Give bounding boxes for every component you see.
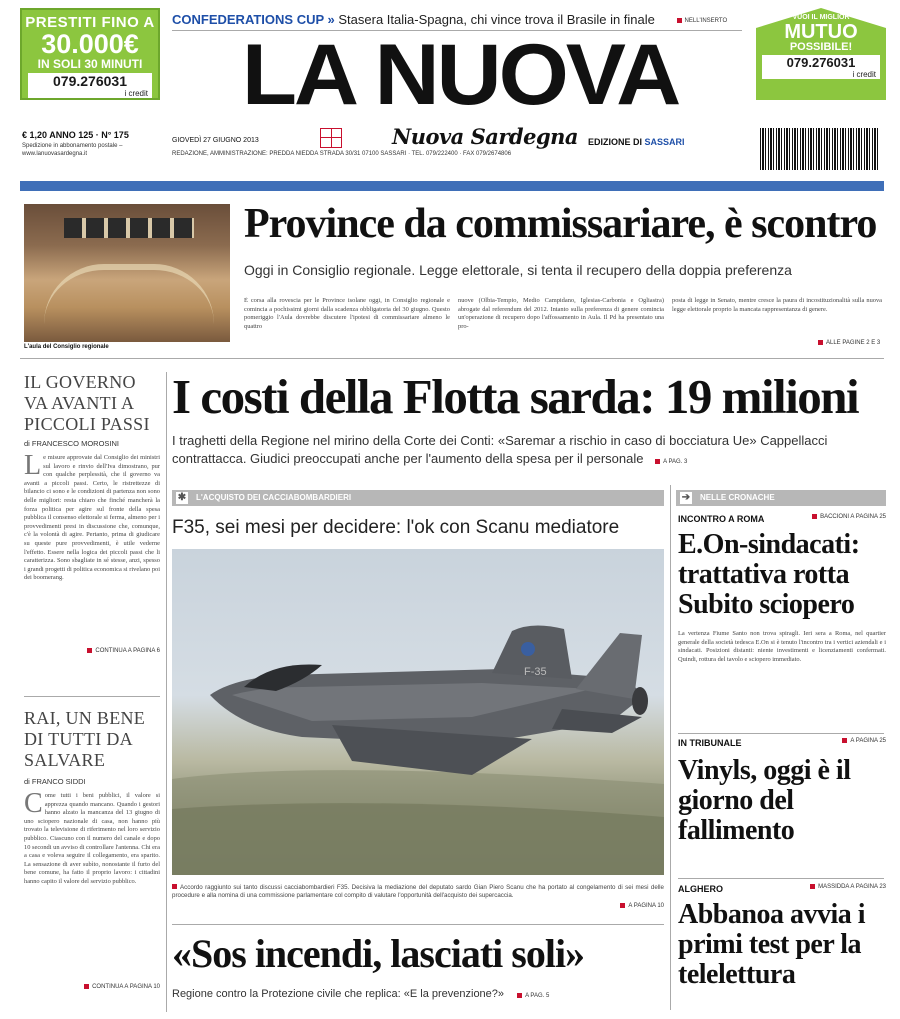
cronaca-item[interactable] — [678, 884, 886, 990]
f35-jet-photo[interactable] — [172, 549, 664, 875]
teaser-ref: NELL'INSERTO — [677, 18, 728, 24]
loan-advertisement[interactable]: PRESTITI FINO A 30.000€ IN SOLI 30 MINUTI 079.276031 i credit — [20, 8, 160, 100]
teaser-kicker: CONFEDERATIONS CUP » — [172, 12, 335, 27]
story4-ref[interactable]: A PAG. 5 — [517, 993, 549, 999]
masthead-title: LA NUOVA — [241, 27, 679, 123]
editorial-rai[interactable] — [24, 708, 160, 990]
icredit-logo: i credit — [762, 70, 880, 79]
cronaca-ref[interactable]: A PAGINA 25 — [842, 738, 886, 748]
editorial-ref[interactable]: CONTINUA A PAGINA 10 — [24, 984, 160, 990]
headline-f35[interactable]: F35, sei mesi per decidere: l'ok con Scanu mediatore — [172, 517, 620, 538]
teaser-text: Stasera Italia-Spagna, chi vince trova il Brasile in finale — [338, 12, 655, 27]
editorial-body: Come tutti i beni pubblici, il valore si apprezza quando mancano. Quando i gestori hanno alzato la mancanza del 13 giugno di uno sciopero nazionale di casa, non hanno più trovato la televisione di riferimento nel loro servizio pubblico. Ciascuno con il numero del canale e dopo 10 secondi un avviso di controllare l'antenna. Chi era a casa e voleva seguire il collegamento, era sparito. La sensazione di aver subìto, nonostante il furto del bene comune, ha fatto il proprio lavoro: i cittadini hanno capito il valore del servizio pubblico. — [24, 792, 160, 885]
editorial-byline: di FRANCESCO MOROSINI — [24, 439, 120, 448]
cronaca-item[interactable] — [678, 514, 886, 700]
editorial-body: Le misure approvate dal Consiglio dei ministri sul lavoro e rinvio dell'Iva dimostrano, pur con qualche perplessità, che il governo va avanti a piccoli passi. Certo, le ristrettezze di bilancio ci sono e le condizioni di partenza non sono delle migliori: resta chiaro che finché mancherà la forza politica per agire sul fronte della spesa pubblica il consenso elettorale si ferma, almeno per i provvedimenti presi in discussione che, comunque, c'è la volontà di agire. Pertanto, prima di giudicare su queste pure provvedimenti, è utile vederne l'effetto. Essere nella logica dei piccoli passi che li caratterizza. Sono sbagliate in sé stesse, anzi, spesso i grandi progetti di politica economica si rivelano poi dei boomerang. — [24, 454, 160, 582]
f35-caption: Accordo raggiunto sui tanto discussi cacciabombardieri F35. Decisiva la mediazione del deputato sardo Gian Piero Scanu che ha portato al congelamento di sei mesi delle procedure e alla nomina di una commissione parlamentare col compito di valutare l'opportunità dell'acquisto dei supercaccia. A PAGINA 10 — [172, 884, 664, 909]
cronaca-item[interactable] — [678, 738, 886, 846]
story1-column-2: nuove (Olbia-Tempio, Medio Campidano, Iglesias-Carbonia e Ogliastra) abrogate dal referendum del 2012. Intanto sulla preferenza di genere comincia un'operazione di recupero dopo l'affossamento in Aula. Il Pd ha presentato una pro- — [458, 297, 664, 330]
editorial-title: IL GOVERNO VA AVANTI A PICCOLI PASSI — [24, 372, 150, 434]
cronaca-body: La vertenza Fiume Santo non trova spiragli. Ieri sera a Roma, nel quartier generale della società tedesca E.On si è tenuto l'incontro tra i vertici aziendali e i sindacati. Posizioni distanti: niente investimenti e licenziamenti confermati. Quindi, rottura del tavolo e sciopero immediato. — [678, 630, 886, 663]
editorial-governo[interactable] — [24, 372, 160, 654]
icredit-logo: i credit — [28, 89, 152, 98]
top-teaser[interactable] — [172, 12, 742, 27]
editorial-byline: di FRANCO SIDDI — [24, 777, 86, 786]
editorial-office-info: REDAZIONE, AMMINISTRAZIONE: PREDDA NIEDDA STRADA 30/31 07100 SASSARI · TEL. 079/222400 · FAX 079/2674806 — [172, 151, 512, 157]
mortgage-advertisement[interactable]: VUOI IL MIGLIOR MUTUO POSSIBILE! 079.276031 i credit — [756, 8, 886, 100]
subhead-province: Oggi in Consiglio regionale. Legge elettorale, si tenta il recupero della doppia preferenza — [244, 262, 792, 278]
story1-ref[interactable]: ALLE PAGINE 2 E 3 — [818, 340, 880, 346]
subhead-incendi: Regione contro la Protezione civile che replica: «E la prevenzione?» A PAG. 5 — [172, 988, 550, 1000]
cronaca-ref[interactable]: BACCIONI A PAGINA 25 — [812, 514, 886, 524]
story1-column-3: posta di legge in Senato, mentre cresce la paura di incostituzionalità sulla nuova legge elettorale proprio la mancata rappresentanza di genere. — [672, 297, 882, 313]
headline-province[interactable]: Province da commissariare, è scontro — [244, 201, 877, 247]
masthead-subtitle: Nuova Sardegna — [392, 124, 579, 149]
arrow-right-icon: ➔ — [681, 492, 691, 503]
story2-ref[interactable]: A PAG. 3 — [655, 459, 687, 465]
barcode-icon — [760, 128, 880, 170]
editorial-title: RAI, UN BENE DI TUTTI DA SALVARE — [24, 708, 146, 770]
svg-text:F-35: F-35 — [524, 666, 547, 678]
edition-city: SASSARI — [644, 137, 685, 147]
masthead-divider — [20, 181, 884, 191]
issue-price: € 1,20 ANNO 125 · N° 175 — [22, 130, 129, 140]
sardinia-crest-icon — [320, 128, 342, 148]
cronaca-kicker: INCONTRO A ROMA — [678, 514, 765, 524]
cronaca-headline: Abbanoa avvia i primi test per la telelettura — [678, 899, 865, 990]
f35-ref[interactable]: A PAGINA 10 — [172, 903, 664, 909]
section-bar-cronache: ➔ NELLE CRONACHE — [676, 490, 886, 506]
asterisk-icon: ✱ — [177, 492, 187, 503]
editorial-ref[interactable]: CONTINUA A PAGINA 6 — [24, 648, 160, 654]
edition-label: EDIZIONE DI SASSARI — [588, 137, 685, 147]
section-bar-f35: ✱ L'ACQUISTO DEI CACCIABOMBARDIERI — [172, 490, 664, 506]
story1-column-1: È corsa alla rovescia per le Province isolane oggi, in Consiglio regionale e comincia a pochissimi giorni dalla scadenza obbligatoria del 30 giugno. Questo pomeriggio l'Aula dovrebbe discutere l'ipotesi di commissariare almeno le quattro — [244, 297, 450, 330]
headline-incendi[interactable]: «Sos incendi, lasciati soli» — [172, 931, 585, 976]
headline-flotta[interactable]: I costi della Flotta sarda: 19 milioni — [172, 369, 859, 424]
cronaca-headline: Vinyls, oggi è il giorno del fallimento — [678, 755, 851, 846]
issue-date: GIOVEDÌ 27 GIUGNO 2013 — [172, 137, 259, 144]
council-chamber-photo[interactable] — [24, 204, 230, 342]
cronaca-kicker: IN TRIBUNALE — [678, 738, 742, 748]
jet-icon — [172, 549, 664, 875]
cronaca-ref[interactable]: MASSIDDA A PAGINA 23 — [810, 884, 886, 894]
cronaca-headline: E.On-sindacati: trattativa rotta Subito sciopero — [678, 529, 860, 620]
cronaca-kicker: ALGHERO — [678, 884, 723, 894]
subhead-flotta: I traghetti della Regione nel mirino della Corte dei Conti: «Saremar a rischio in caso di bocciatura Ue» Cappellacci contrattacca. Giudici preoccupati anche per l'aumento della spesa per il personale A PAG. 3 — [172, 433, 828, 466]
photo-caption: L'aula del Consiglio regionale — [24, 344, 109, 350]
price-note: Spedizione in abbonamento postale – www.lanuovasardegna.it — [22, 143, 123, 157]
